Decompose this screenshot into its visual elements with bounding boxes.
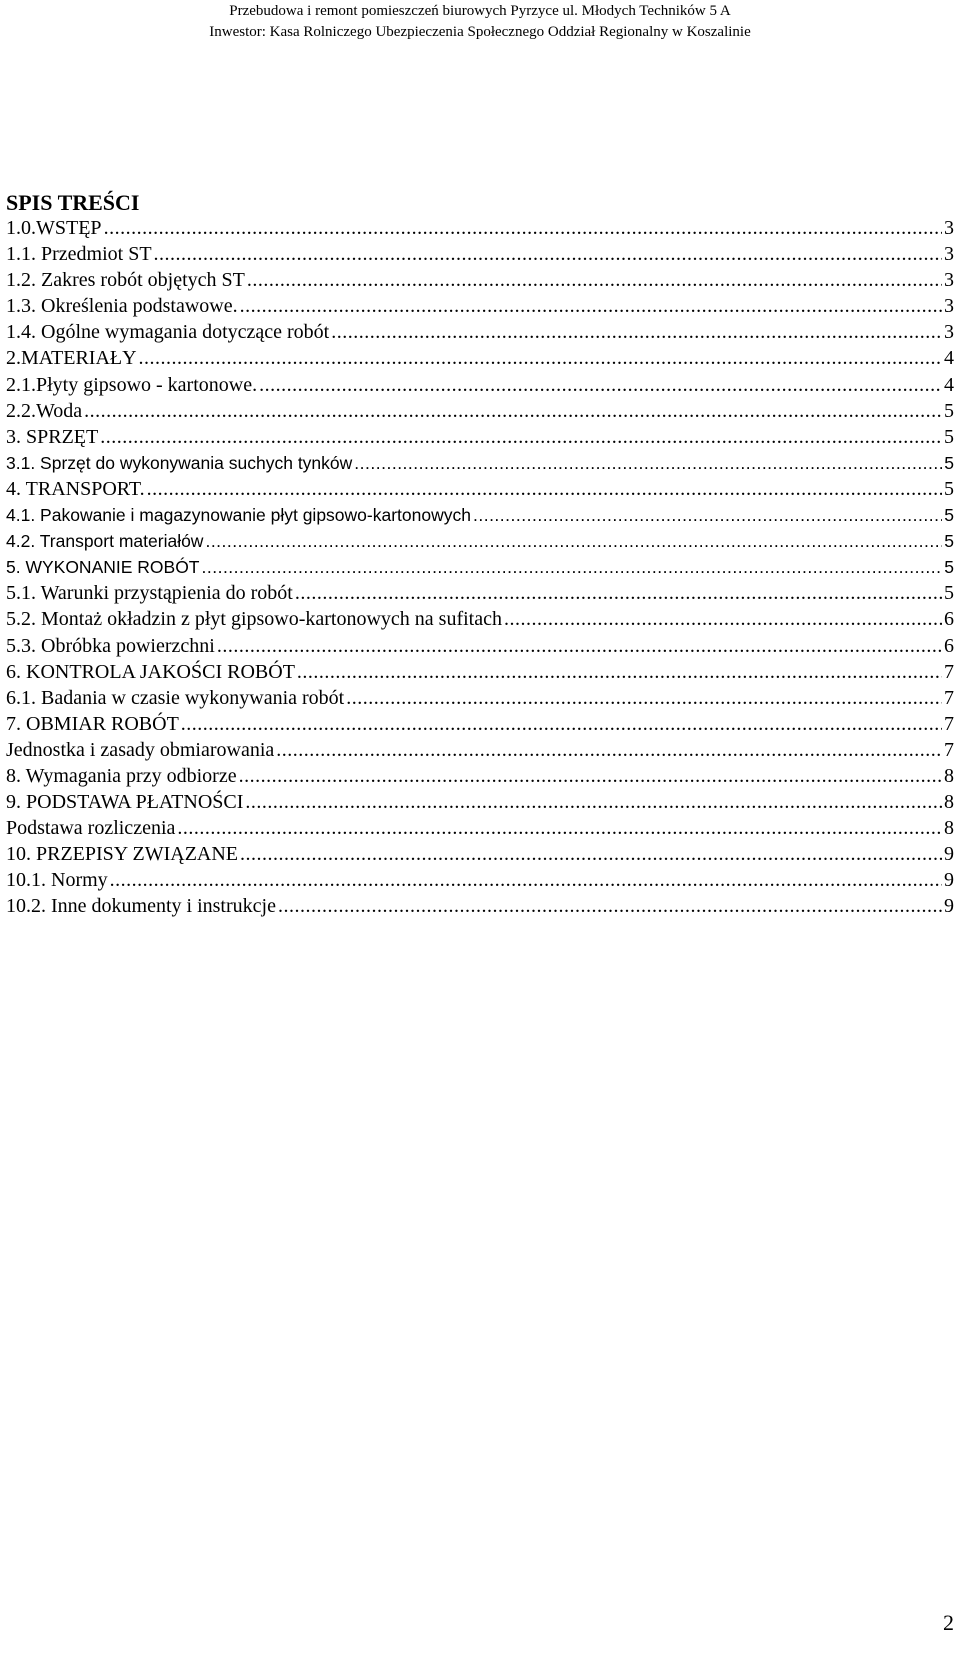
toc-entry-page: 8 — [944, 764, 954, 787]
toc-entry[interactable] — [6, 606, 954, 632]
toc-entry[interactable] — [6, 267, 954, 293]
toc-entry[interactable] — [6, 345, 954, 371]
toc-dot-leader — [354, 450, 942, 476]
toc-entry-page: 3 — [944, 243, 954, 266]
toc-dot-leader — [139, 345, 942, 371]
toc-entry[interactable] — [6, 815, 954, 841]
toc-dot-leader — [295, 580, 942, 606]
toc-entry-page: 7 — [944, 712, 954, 735]
toc-entry[interactable] — [6, 633, 954, 659]
toc-entry[interactable] — [6, 398, 954, 424]
toc-dot-leader — [276, 737, 942, 763]
toc-entry-page: 7 — [944, 686, 954, 709]
toc-dot-leader — [240, 841, 942, 867]
toc-entry-label: Jednostka i zasady obmiarowania — [6, 738, 275, 761]
toc-entry-label: 2.1.Płyty gipsowo - kartonowe. — [6, 373, 258, 396]
toc-entry-page: 3 — [944, 269, 954, 292]
toc-entry-label: 9. PODSTAWA PŁATNOŚCI — [6, 791, 244, 814]
toc-entry-page: 9 — [944, 895, 954, 918]
toc-entry[interactable] — [6, 841, 954, 867]
toc-entry-label: 3.1. Sprzęt do wykonywania suchych tynków — [6, 452, 353, 473]
toc-entry-page: 5 — [944, 399, 954, 422]
toc-dot-leader — [177, 815, 942, 841]
toc-entry-label: 10.1. Normy — [6, 869, 108, 892]
toc-entry[interactable] — [6, 789, 954, 815]
toc-dot-leader — [259, 372, 942, 398]
toc-entry-page: 3 — [944, 295, 954, 318]
toc-entry-page: 3 — [944, 217, 954, 239]
toc-dot-leader — [473, 502, 942, 528]
page-header — [0, 0, 960, 43]
toc-entry-page: 5 — [944, 557, 954, 578]
toc-entry-label: 1.4. Ogólne wymagania dotyczące robót — [6, 321, 330, 344]
toc-entry-label: 2.2.Woda — [6, 399, 83, 422]
toc-entry-page: 9 — [944, 843, 954, 866]
toc-entry[interactable] — [6, 737, 954, 763]
header-project-line: Przebudowa i remont pomieszczeń biurowych Pyrzyce ul. Młodych Techników 5 A — [229, 3, 731, 19]
toc-dot-leader — [278, 893, 942, 919]
toc-entry-page: 3 — [944, 321, 954, 344]
toc-entry-label: Podstawa rozliczenia — [6, 817, 176, 840]
page-number: 2 — [943, 1610, 954, 1635]
toc-title: SPIS TREŚCI — [6, 190, 140, 215]
toc-entry-page: 7 — [944, 660, 954, 683]
toc-entry[interactable] — [6, 502, 954, 528]
toc-dot-leader — [297, 659, 942, 685]
table-of-contents — [6, 215, 954, 920]
toc-entry-page: 4 — [944, 347, 954, 370]
toc-entry-label: 2.MATERIAŁY — [6, 347, 137, 370]
toc-entry-page: 8 — [944, 817, 954, 840]
toc-entry-label: 6.1. Badania w czasie wykonywania robót — [6, 686, 345, 709]
toc-entry-label: 6. KONTROLA JAKOŚCI ROBÓT — [6, 660, 295, 683]
toc-dot-leader — [154, 241, 942, 267]
toc-dot-leader — [104, 215, 942, 241]
toc-entry[interactable] — [6, 580, 954, 606]
toc-dot-leader — [100, 424, 942, 450]
toc-entry[interactable] — [6, 293, 954, 319]
toc-entry-page: 6 — [944, 634, 954, 657]
toc-entry-label: 4.1. Pakowanie i magazynowanie płyt gipsowo-kartonowych — [6, 505, 471, 526]
toc-entry-label: 5. WYKONANIE ROBÓT — [6, 557, 200, 578]
toc-entry[interactable] — [6, 659, 954, 685]
toc-entry[interactable] — [6, 711, 954, 737]
toc-entry[interactable] — [6, 867, 954, 893]
toc-entry-label: 1.3. Określenia podstawowe. — [6, 295, 238, 318]
toc-dot-leader — [504, 606, 942, 632]
toc-dot-leader — [346, 685, 942, 711]
toc-dot-leader — [239, 763, 942, 789]
toc-entry[interactable] — [6, 215, 954, 241]
toc-entry[interactable] — [6, 476, 954, 502]
toc-dot-leader — [247, 267, 942, 293]
toc-entry[interactable] — [6, 763, 954, 789]
toc-entry[interactable] — [6, 424, 954, 450]
toc-dot-leader — [331, 319, 942, 345]
toc-entry[interactable] — [6, 893, 954, 919]
toc-entry-page: 5 — [944, 505, 954, 526]
toc-entry-page: 6 — [944, 608, 954, 631]
toc-entry-label: 1.2. Zakres robót objętych ST — [6, 269, 245, 292]
toc-entry-page: 4 — [944, 373, 954, 396]
toc-dot-leader — [240, 293, 942, 319]
toc-entry[interactable] — [6, 450, 954, 476]
toc-dot-leader — [181, 711, 942, 737]
toc-entry[interactable] — [6, 685, 954, 711]
toc-entry-label: 4.2. Transport materiałów — [6, 531, 204, 552]
toc-entry[interactable] — [6, 554, 954, 580]
toc-entry-page: 5 — [944, 531, 954, 552]
toc-dot-leader — [110, 867, 942, 893]
toc-entry-label: 5.2. Montaż okładzin z płyt gipsowo-kartonowych na sufitach — [6, 608, 502, 631]
toc-entry-label: 10.2. Inne dokumenty i instrukcje — [6, 895, 276, 918]
toc-entry-page: 8 — [944, 791, 954, 814]
toc-entry-page: 7 — [944, 738, 954, 761]
toc-entry-label: 5.3. Obróbka powierzchni — [6, 634, 215, 657]
toc-entry-label: 1.1. Przedmiot ST — [6, 243, 152, 266]
toc-entry-page: 5 — [944, 425, 954, 448]
toc-entry[interactable] — [6, 319, 954, 345]
toc-entry[interactable] — [6, 528, 954, 554]
toc-entry-label: 7. OBMIAR ROBÓT — [6, 712, 179, 735]
toc-entry-label: 1.0.WSTĘP — [6, 217, 102, 239]
toc-dot-leader — [84, 398, 942, 424]
toc-entry-label: 8. Wymagania przy odbiorze — [6, 764, 237, 787]
toc-entry-label: 4. TRANSPORT. — [6, 477, 145, 500]
toc-entry-page: 5 — [944, 477, 954, 500]
toc-dot-leader — [205, 528, 942, 554]
toc-entry-label: 3. SPRZĘT — [6, 425, 99, 448]
toc-entry-page: 9 — [944, 869, 954, 892]
toc-entry-page: 5 — [944, 582, 954, 605]
toc-entry-label: 10. PRZEPISY ZWIĄZANE — [6, 843, 239, 866]
toc-entry[interactable] — [6, 241, 954, 267]
toc-dot-leader — [147, 476, 942, 502]
toc-entry[interactable] — [6, 372, 954, 398]
toc-entry-page: 5 — [944, 452, 954, 473]
toc-entry-label: 5.1. Warunki przystąpienia do robót — [6, 582, 293, 605]
toc-dot-leader — [217, 633, 942, 659]
toc-dot-leader — [245, 789, 942, 815]
toc-dot-leader — [202, 554, 943, 580]
header-investor-line: Inwestor: Kasa Rolniczego Ubezpieczenia Społecznego Oddział Regionalny w Koszalinie — [209, 24, 751, 40]
